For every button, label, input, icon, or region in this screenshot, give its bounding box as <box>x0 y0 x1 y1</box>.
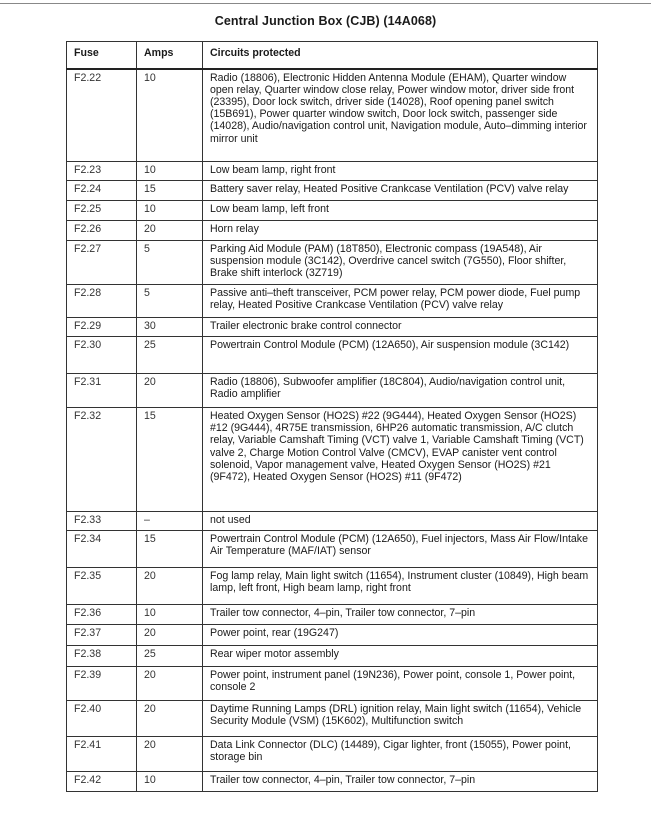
amps-cell: 10 <box>137 772 203 792</box>
amps-cell: 10 <box>137 605 203 625</box>
amps-cell: 25 <box>137 337 203 374</box>
amps-cell: 10 <box>137 69 203 162</box>
table-row <box>67 625 598 646</box>
fuse-cell: F2.29 <box>67 318 137 337</box>
table-row <box>67 162 598 181</box>
table-row <box>67 701 598 737</box>
amps-cell: 15 <box>137 408 203 512</box>
circuits-cell: Trailer tow connector, 4–pin, Trailer tow connector, 7–pin <box>203 772 598 792</box>
table-row <box>67 318 598 337</box>
amps-cell: 10 <box>137 201 203 221</box>
fuse-cell: F2.26 <box>67 221 137 241</box>
table-row <box>67 408 598 512</box>
table-row <box>67 737 598 772</box>
fuse-cell: F2.40 <box>67 701 137 737</box>
fuse-cell: F2.41 <box>67 737 137 772</box>
circuits-cell: Trailer electronic brake control connector <box>203 318 598 337</box>
amps-cell: 20 <box>137 625 203 646</box>
table-row <box>67 374 598 408</box>
circuits-cell: Rear wiper motor assembly <box>203 646 598 667</box>
fuse-cell: F2.33 <box>67 512 137 531</box>
amps-cell: 25 <box>137 646 203 667</box>
fuse-cell: F2.39 <box>67 667 137 701</box>
table-row <box>67 772 598 792</box>
table-row <box>67 531 598 568</box>
circuits-cell: Passive anti–theft transceiver, PCM power relay, PCM power diode, Fuel pump relay, Heated Positive Crankcase Ventilation (PCV) valve relay <box>203 285 598 318</box>
circuits-cell: Low beam lamp, right front <box>203 162 598 181</box>
amps-cell: 20 <box>137 737 203 772</box>
table-row <box>67 241 598 285</box>
circuits-cell: not used <box>203 512 598 531</box>
table-row <box>67 181 598 201</box>
circuits-cell: Fog lamp relay, Main light switch (11654), Instrument cluster (10849), High beam lamp, left front, High beam lamp, right front <box>203 568 598 605</box>
fuse-cell: F2.35 <box>67 568 137 605</box>
fuse-cell: F2.31 <box>67 374 137 408</box>
fuse-cell: F2.38 <box>67 646 137 667</box>
fuse-cell: F2.34 <box>67 531 137 568</box>
table-row <box>67 568 598 605</box>
amps-cell: 5 <box>137 285 203 318</box>
table-row <box>67 221 598 241</box>
table-body <box>67 69 598 792</box>
circuits-cell: Heated Oxygen Sensor (HO2S) #22 (9G444), Heated Oxygen Sensor (HO2S) #12 (9G444), 4R75E transmission, 6HP26 automatic transmission, A/C clutch relay, Variable Camshaft Timing (VCT) valve 1, Variable Camshaft Timing (VCT) valve 2, Charge Motion Control Valve (CMCV), EVAP canister vent control solenoid, Vapor management valve, Heated Oxygen Sensor (HO2S) #21 (9F472), Heated Oxygen Sensor (HO2S) #11 (9F472) <box>203 408 598 512</box>
fuse-table <box>66 41 598 792</box>
circuits-cell: Data Link Connector (DLC) (14489), Cigar lighter, front (15055), Power point, storage bin <box>203 737 598 772</box>
amps-cell: 20 <box>137 374 203 408</box>
circuits-cell: Horn relay <box>203 221 598 241</box>
table-row <box>67 201 598 221</box>
circuits-cell: Parking Aid Module (PAM) (18T850), Electronic compass (19A548), Air suspension module (3C142), Overdrive cancel switch (7G550), Floor shifter, Brake shift interlock (3Z719) <box>203 241 598 285</box>
table-row <box>67 512 598 531</box>
fuse-cell: F2.32 <box>67 408 137 512</box>
amps-cell: 5 <box>137 241 203 285</box>
fuse-cell: F2.27 <box>67 241 137 285</box>
fuse-cell: F2.22 <box>67 69 137 162</box>
amps-cell: 20 <box>137 221 203 241</box>
table-row <box>67 646 598 667</box>
fuse-cell: F2.36 <box>67 605 137 625</box>
table-row <box>67 69 598 162</box>
fuse-cell: F2.28 <box>67 285 137 318</box>
amps-cell: 20 <box>137 667 203 701</box>
circuits-cell: Powertrain Control Module (PCM) (12A650), Fuel injectors, Mass Air Flow/Intake Air Temperature (MAF/IAT) sensor <box>203 531 598 568</box>
circuits-cell: Daytime Running Lamps (DRL) ignition relay, Main light switch (11654), Vehicle Security Module (VSM) (15K602), Multifunction switch <box>203 701 598 737</box>
circuits-cell: Radio (18806), Electronic Hidden Antenna Module (EHAM), Quarter window open relay, Quarter window close relay, Power window motor, driver side front (23395), Door lock switch, driver side (14028), Roof opening panel switch (15B691), Power quarter window switch, Door lock switch, passenger side (14028), Audio/navigation control unit, Navigation module, Auto–dimming interior mirror unit <box>203 69 598 162</box>
header-fuse: Fuse <box>67 42 137 69</box>
fuse-cell: F2.42 <box>67 772 137 792</box>
amps-cell: 15 <box>137 531 203 568</box>
top-rule <box>0 3 651 4</box>
amps-cell: – <box>137 512 203 531</box>
table-header-row <box>67 42 598 69</box>
table-row <box>67 605 598 625</box>
fuse-cell: F2.24 <box>67 181 137 201</box>
amps-cell: 20 <box>137 568 203 605</box>
amps-cell: 10 <box>137 162 203 181</box>
table-row <box>67 337 598 374</box>
circuits-cell: Power point, rear (19G247) <box>203 625 598 646</box>
circuits-cell: Powertrain Control Module (PCM) (12A650), Air suspension module (3C142) <box>203 337 598 374</box>
circuits-cell: Radio (18806), Subwoofer amplifier (18C804), Audio/navigation control unit, Radio amplifier <box>203 374 598 408</box>
fuse-cell: F2.23 <box>67 162 137 181</box>
header-amps: Amps <box>137 42 203 69</box>
circuits-cell: Trailer tow connector, 4–pin, Trailer tow connector, 7–pin <box>203 605 598 625</box>
fuse-cell: F2.30 <box>67 337 137 374</box>
amps-cell: 20 <box>137 701 203 737</box>
circuits-cell: Battery saver relay, Heated Positive Crankcase Ventilation (PCV) valve relay <box>203 181 598 201</box>
circuits-cell: Power point, instrument panel (19N236), Power point, console 1, Power point, console 2 <box>203 667 598 701</box>
amps-cell: 30 <box>137 318 203 337</box>
header-circuits: Circuits protected <box>203 42 598 69</box>
amps-cell: 15 <box>137 181 203 201</box>
fuse-cell: F2.25 <box>67 201 137 221</box>
circuits-cell: Low beam lamp, left front <box>203 201 598 221</box>
fuse-cell: F2.37 <box>67 625 137 646</box>
page-title: Central Junction Box (CJB) (14A068) <box>214 14 437 28</box>
table-row <box>67 285 598 318</box>
table-row <box>67 667 598 701</box>
